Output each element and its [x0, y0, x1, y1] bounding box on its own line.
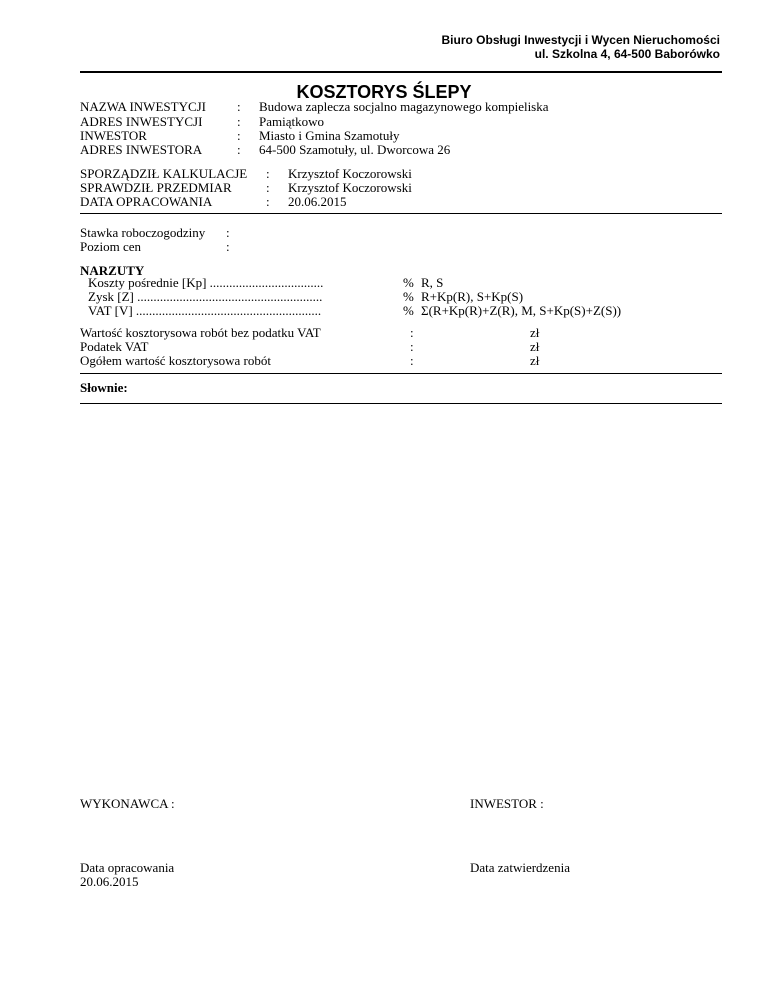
prepared-date-label: Data opracowania	[80, 860, 175, 875]
vat-formula: Σ(R+Kp(R)+Z(R), M, S+Kp(S)+Z(S))	[421, 303, 622, 318]
labor-rate-label: Stawka roboczogodziny	[80, 225, 206, 240]
vat-label: VAT [V] .........................................................	[88, 303, 322, 318]
section-divider	[80, 213, 722, 214]
investment-name-colon: :	[237, 99, 241, 114]
checked-by-value: Krzysztof Koczorowski	[288, 180, 412, 195]
totals-divider	[80, 373, 722, 374]
company-name: Biuro Obsługi Inwestycji i Wycen Nieruchomości	[441, 33, 720, 47]
checked-by-label: SPRAWDZIŁ PRZEDMIAR	[80, 180, 232, 195]
prepared-date-value: 20.06.2015	[80, 874, 139, 889]
in-words-label: Słownie:	[80, 380, 128, 395]
company-address: ul. Szkolna 4, 64-500 Baborówko	[534, 47, 720, 61]
checked-by-colon: :	[266, 180, 270, 195]
investor-address-value: 64-500 Szamotuły, ul. Dworcowa 26	[259, 142, 451, 157]
vat-unit: %	[403, 303, 414, 318]
in-words-divider	[80, 403, 722, 404]
gross-value-currency: zł	[530, 353, 540, 368]
investment-name-value: Budowa zaplecza socjalno magazynowego kompieliska	[259, 99, 549, 114]
vat-tax-currency: zł	[530, 339, 540, 354]
indirect-costs-unit: %	[403, 275, 414, 290]
prepared-by-value: Krzysztof Koczorowski	[288, 166, 412, 181]
indirect-costs-label: Koszty pośrednie [Kp] ...................................	[88, 275, 324, 290]
profit-label: Zysk [Z] .........................................................	[88, 289, 323, 304]
indirect-costs-formula: R, S	[421, 275, 444, 290]
investment-name-label: NAZWA INWESTYCJI	[80, 99, 207, 114]
investor-signature-label: INWESTOR :	[470, 796, 544, 811]
investor-value: Miasto i Gmina Szamotuły	[259, 128, 400, 143]
prep-date-value: 20.06.2015	[288, 194, 347, 209]
investor-address-label: ADRES INWESTORA	[80, 142, 203, 157]
prep-date-colon: :	[266, 194, 270, 209]
surcharges-heading: NARZUTY	[80, 263, 145, 278]
prepared-by-label: SPORZĄDZIŁ KALKULACJE	[80, 166, 248, 181]
price-level-colon: :	[226, 239, 230, 254]
profit-unit: %	[403, 289, 414, 304]
contractor-label: WYKONAWCA :	[80, 796, 175, 811]
profit-formula: R+Kp(R), S+Kp(S)	[421, 289, 524, 304]
investor-address-colon: :	[237, 142, 241, 157]
vat-tax-colon: :	[410, 339, 414, 354]
net-value-colon: :	[410, 325, 414, 340]
gross-value-label: Ogółem wartość kosztorysowa robót	[80, 353, 271, 368]
header-divider	[80, 71, 722, 73]
approval-date-label: Data zatwierdzenia	[470, 860, 570, 875]
investment-address-label: ADRES INWESTYCJI	[80, 114, 203, 129]
prep-date-label: DATA OPRACOWANIA	[80, 194, 213, 209]
prepared-by-colon: :	[266, 166, 270, 181]
vat-tax-label: Podatek VAT	[80, 339, 149, 354]
investor-colon: :	[237, 128, 241, 143]
document-title: KOSZTORYS ŚLEPY	[296, 82, 472, 102]
investment-address-value: Pamiątkowo	[259, 114, 324, 129]
gross-value-colon: :	[410, 353, 414, 368]
investment-address-colon: :	[237, 114, 241, 129]
labor-rate-colon: :	[226, 225, 230, 240]
investor-label: INWESTOR	[80, 128, 147, 143]
net-value-label: Wartość kosztorysowa robót bez podatku VAT	[80, 325, 321, 340]
price-level-label: Poziom cen	[80, 239, 142, 254]
net-value-currency: zł	[530, 325, 540, 340]
